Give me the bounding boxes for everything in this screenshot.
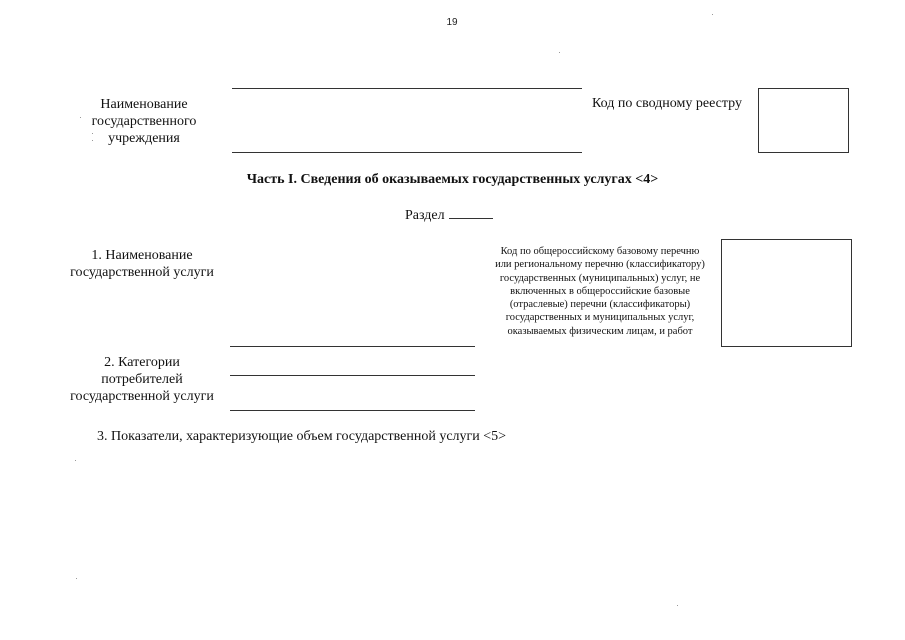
- okpd-code-label-line: государственных и муниципальных услуг,: [505, 312, 695, 324]
- page-number: 19: [446, 17, 458, 28]
- service-name-label-line: государственной услуги: [70, 265, 214, 280]
- okpd-code-label-line: Код по общероссийскому базовому перечню: [500, 246, 700, 257]
- institution-label: [74, 96, 214, 147]
- okpd-code-label-line: государственных (муниципальных) услуг, не: [499, 272, 701, 284]
- consumers-line-1[interactable]: [230, 375, 475, 376]
- okpd-code-label-line: включенных в общероссийские базовые: [510, 285, 690, 297]
- institution-label-line: учреждения: [108, 131, 180, 146]
- scan-speck: [559, 52, 560, 53]
- section-number-field[interactable]: [449, 206, 493, 219]
- scan-speck: [677, 605, 678, 606]
- institution-label-line: Наименование: [100, 97, 188, 112]
- indicators-title: 3. Показатели, характеризующие объем государственной услуги <5>: [97, 429, 507, 444]
- section-row: [405, 206, 493, 224]
- institution-name-line-bottom[interactable]: [232, 152, 582, 153]
- institution-label-line: государственного: [91, 114, 197, 129]
- scan-speck: [92, 140, 93, 141]
- consumers-label-line: государственной услуги: [70, 389, 214, 404]
- scan-speck: [80, 117, 81, 118]
- consumers-label: [58, 354, 226, 405]
- service-name-label: [58, 247, 226, 281]
- consumers-label-line: потребителей: [101, 372, 183, 387]
- registry-code-label: Код по сводному реестру: [592, 96, 742, 111]
- scan-speck: [75, 460, 76, 461]
- registry-code-box[interactable]: [758, 88, 849, 153]
- consumers-label-line: 2. Категории: [104, 355, 180, 370]
- okpd-code-label-line: или региональному перечню (классификатору): [495, 259, 705, 271]
- scan-speck: [92, 133, 93, 134]
- okpd-code-label-line: (отраслевые) перечни (классификаторы): [509, 299, 691, 311]
- service-name-line[interactable]: [230, 346, 475, 347]
- section-label: Раздел: [405, 208, 445, 223]
- consumers-line-2[interactable]: [230, 410, 475, 411]
- okpd-code-box[interactable]: [721, 239, 852, 347]
- scan-speck: [712, 14, 713, 15]
- okpd-code-label-line: оказываемых физическим лицам, и работ: [507, 325, 693, 337]
- service-name-label-line: 1. Наименование: [91, 248, 193, 263]
- institution-name-line-top[interactable]: [232, 88, 582, 89]
- part-title: Часть I. Сведения об оказываемых государственных услугах <4>: [246, 172, 659, 187]
- scan-speck: [76, 578, 77, 579]
- okpd-code-label: [474, 245, 726, 338]
